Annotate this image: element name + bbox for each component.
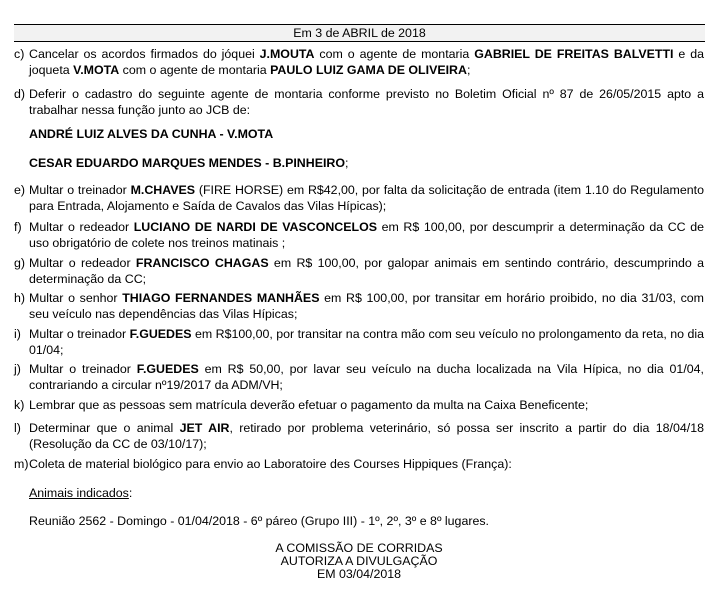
bold-name: PAULO LUIZ GAMA DE OLIVEIRA [270, 63, 467, 77]
text-run: : [128, 486, 133, 500]
item-label: k) [14, 398, 25, 412]
text-run: com o agente de montaria [119, 63, 271, 77]
item-label: f) [14, 220, 22, 234]
item-text [29, 182, 704, 214]
item-text [29, 255, 704, 287]
text-run: e da joqueta [29, 47, 705, 77]
bold-name: F.GUEDES [129, 327, 192, 341]
item-text [29, 290, 704, 322]
item-label: e) [14, 183, 26, 197]
item-j [14, 361, 704, 393]
text-run: Determinar que o animal [29, 421, 180, 435]
item-c [14, 46, 704, 78]
item-m [14, 456, 704, 472]
item-text [29, 326, 704, 358]
bold-name: J.MOUTA [259, 47, 315, 61]
text-run: Multar o redeador [29, 220, 134, 234]
date-header [14, 24, 705, 42]
bold-name: GABRIEL DE FREITAS BALVETTI [474, 47, 674, 61]
item-h [14, 290, 704, 322]
item-text: Deferir o cadastro do seguinte agente de montaria conforme previsto no Boletim Oficial nº 87 de 26/05/2015 apto a trabalhar nessa função junto ao JCB de: [29, 87, 704, 117]
item-text [29, 46, 704, 78]
item-i [14, 326, 704, 358]
text-run: em R$ 50,00, por lavar seu veículo na ducha localizada na Vila Hípica, no dia 01/04, contrariando a circular nº19/2017 da ADM/VH; [29, 362, 704, 392]
animals-heading-text: Animais indicados [29, 486, 129, 500]
text-run: Multar o treinador [29, 183, 131, 197]
item-k [14, 397, 704, 413]
item-e [14, 182, 704, 214]
text-run: (FIRE HORSE) em R$42,00, por falta da solicitação de entrada (item 1.10 do Regulamento para Entrada, Alojamento e Saída de Cavalos das Vilas Hípicas); [29, 183, 704, 213]
item-label: h) [14, 291, 26, 305]
text-run: Multar o treinador [29, 362, 137, 376]
text-run: em R$100,00, por transitar na contra mão com seu veículo no prolongamento da reta, no dia 01/04; [29, 327, 704, 357]
text-run: em R$ 100,00, por galopar animais em sentindo contrário, descumprindo a determinação da CC; [29, 256, 704, 286]
animals-line: Reunião 2562 - Domingo - 01/04/2018 - 6º páreo (Grupo III) - 1º, 2º, 3º e 8º lugares. [29, 514, 489, 528]
bold-name: FRANCISCO CHAGAS [135, 256, 269, 270]
item-label: d) [14, 87, 26, 101]
text-run: Multar o senhor [29, 291, 123, 305]
item-label: m) [14, 457, 29, 471]
item-text: Coleta de material biológico para envio ao Laboratoire des Courses Hippiques (França): [29, 457, 512, 471]
item-text: Lembrar que as pessoas sem matrícula deverão efetuar o pagamento da multa na Caixa Beneficente; [29, 398, 589, 412]
item-text [29, 420, 704, 452]
bold-name: V.MOTA [73, 63, 120, 77]
item-d [14, 86, 704, 118]
date-header-text: Em 3 de ABRIL de 2018 [293, 26, 426, 40]
item-text [29, 219, 704, 251]
footer-line-2: AUTORIZA A DIVULGAÇÃO [280, 554, 438, 568]
text-run: em R$ 100,00, por transitar em horário proibido, no dia 31/03, com seu veículo nas dependências das Vilas Hípicas; [29, 291, 704, 321]
item-f [14, 219, 704, 251]
item-l [14, 420, 704, 452]
agent-name: CESAR EDUARDO MARQUES MENDES - B.PINHEIRO [29, 156, 345, 170]
animals-heading [29, 485, 132, 501]
footer-line-3: EM 03/04/2018 [316, 567, 402, 581]
agent-line-1: ANDRÉ LUIZ ALVES DA CUNHA - V.MOTA [29, 127, 274, 141]
bold-name: M.CHAVES [130, 183, 196, 197]
text-run: ; [345, 156, 349, 170]
agent-line-2 [29, 155, 348, 171]
text-run: Cancelar os acordos firmados do jóquei [29, 47, 260, 61]
footer-line-1: A COMISSÃO DE CORRIDAS [275, 541, 443, 555]
text-run: em R$ 100,00, por descumprir a determinação da CC de uso obrigatório de colete nos treinos matinais ; [29, 220, 704, 250]
bold-name: THIAGO FERNANDES MANHÃES [122, 291, 320, 305]
item-label: g) [14, 256, 26, 270]
bold-name: JET AIR [179, 421, 230, 435]
text-run: , retirado por problema veterinário, só possa ser inscrito a partir do dia 18/04/18 (Resolução da CC de 03/10/17); [29, 421, 704, 451]
item-label: i) [14, 327, 21, 341]
item-label: j) [14, 362, 21, 376]
text-run: Multar o treinador [29, 327, 130, 341]
text-run: Multar o redeador [29, 256, 136, 270]
bold-name: F.GUEDES [136, 362, 199, 376]
item-g [14, 255, 704, 287]
item-label: l) [14, 421, 21, 435]
text-run: ; [466, 63, 471, 77]
text-run: com o agente de montaria [314, 47, 475, 61]
item-text [29, 361, 704, 393]
item-label: c) [14, 47, 25, 61]
bold-name: LUCIANO DE NARDI DE VASCONCELOS [133, 220, 377, 234]
